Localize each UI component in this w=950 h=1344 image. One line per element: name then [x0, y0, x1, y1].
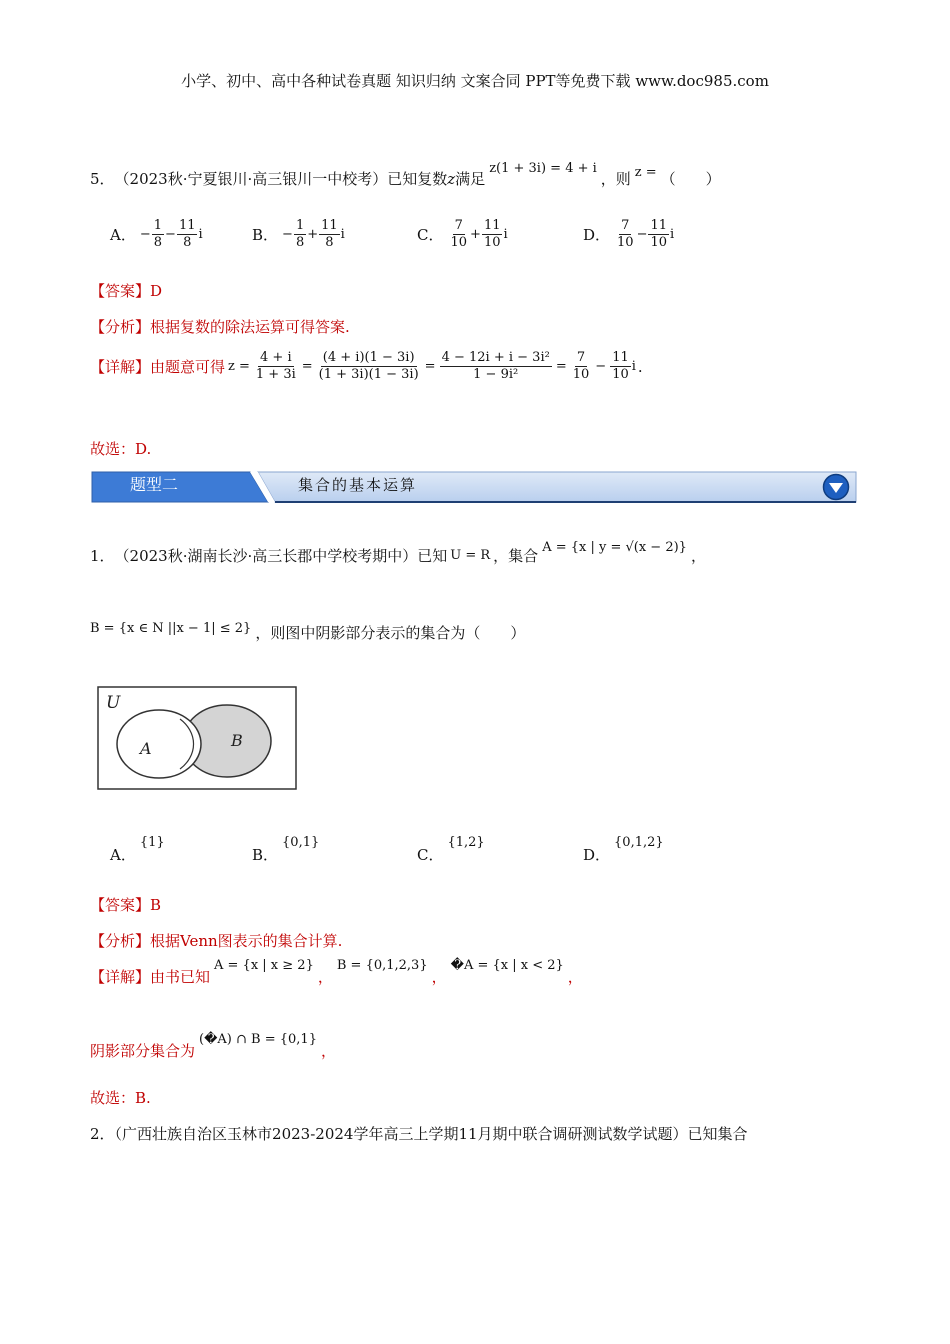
option-label: D． [583, 226, 611, 244]
option-sign: − [165, 227, 176, 242]
option-label: B． [252, 226, 279, 244]
detail-end: . [637, 357, 643, 376]
q1-detail-complement: �A = {x | x < 2} [450, 958, 564, 973]
option-value: {0,1,2} [614, 835, 664, 850]
q5-condition: z(1 + 3i) = 4 + i [489, 161, 597, 176]
q1-source: （2023秋·湖南长沙·高三长郡中学校考期中）已知 [114, 547, 448, 565]
option-fraction: $\frac{11}{8}$ [178, 218, 196, 250]
q5-detail-label: 【详解】由题意可得 [90, 358, 226, 376]
q1-comma: ， [690, 547, 706, 565]
option-fraction: $\frac{11}{8}$ [321, 218, 338, 250]
q1-shade-end: ， [320, 1042, 336, 1060]
q1-option-d[interactable] [583, 832, 664, 864]
q1-set-word: ，集合 [493, 547, 539, 565]
option-label: C． [417, 846, 444, 864]
q1-detail [90, 958, 583, 987]
q5-satisfy: 满足 [455, 170, 486, 188]
q1-detail-sep: ， [567, 968, 583, 986]
option-value: {1} [139, 835, 165, 850]
q1-u-eq: U = R [450, 548, 491, 563]
section-tag: 题型二 [130, 475, 179, 494]
option-sign: − [139, 227, 151, 242]
venn-diagram [97, 686, 297, 792]
equals-sign: = [301, 359, 313, 374]
q2-stem: 2．（广西壮族自治区玉林市2023-2024学年高三上学期11月期中联合调研测试数学试题）已知集合 [90, 1125, 748, 1143]
option-label: A． [110, 846, 136, 864]
q5-z-eq: z = [634, 165, 657, 180]
detail-fraction-5: $\frac{11}{10}$ [612, 350, 629, 382]
option-fraction: $\frac{11}{10}$ [650, 218, 668, 250]
equals-sign: = [555, 359, 567, 374]
detail-fraction-2: $\frac{(4 + i)(1 - 3i)}{(1 + 3i)(1 - 3i)}$ [318, 350, 419, 382]
option-fraction: $\frac{1}{8}$ [153, 218, 163, 250]
q5-option-b[interactable] [252, 218, 345, 251]
option-sign: − [636, 227, 648, 242]
q5-number: 5． [90, 170, 115, 188]
q1-answer: 【答案】B [90, 896, 162, 914]
q1-detail-set-b: B = {0,1,2,3} [336, 958, 428, 973]
q1-option-a[interactable] [110, 832, 165, 864]
option-unit: i [198, 227, 203, 242]
venn-label-a: A [140, 739, 152, 758]
minus-sign: − [595, 359, 607, 374]
q1-detail-label: 【详解】由书已知 [90, 968, 211, 986]
option-fraction: $\frac{11}{10}$ [483, 218, 501, 250]
venn-label-b: B [231, 731, 243, 750]
q5-source: （2023秋·宁夏银川·高三银川一中校考）已知复数 [114, 170, 448, 188]
option-fraction: $\frac{1}{8}$ [295, 218, 305, 250]
option-label: D． [583, 846, 611, 864]
q1-detail-sep: ， [317, 968, 333, 986]
q1-set-b: B = {x ∈ N ||x − 1| ≤ 2} [90, 621, 252, 636]
option-sign: + [307, 227, 319, 242]
q1-conclusion: 故选：B. [90, 1089, 151, 1107]
option-label: A． [110, 226, 136, 244]
option-value: {1,2} [447, 835, 485, 850]
q1-detail-sep: ， [431, 968, 447, 986]
option-sign: − [282, 227, 293, 242]
q5-answer: 【答案】D [90, 282, 163, 300]
option-label: B． [252, 846, 279, 864]
option-fraction: $\frac{7}{10}$ [450, 218, 468, 250]
q5-conclusion: 故选：D. [90, 440, 152, 458]
equals-sign: = [424, 359, 436, 374]
option-unit: i [670, 227, 675, 242]
q5-option-a[interactable] [110, 218, 203, 251]
detail-fraction-1: $\frac{4 + i}{1 + 3i}$ [255, 350, 296, 382]
detail-fraction-3: $\frac{\text{4 − 12i + i − 3i²}}{\text{1 − 9i²}}$ [441, 350, 550, 382]
q1-option-b[interactable] [252, 832, 320, 864]
option-fraction: $\frac{7}{10}$ [617, 218, 634, 250]
q5-then: ，则 [600, 170, 631, 188]
q5-detail [90, 350, 643, 383]
q1-shade-eq: (�A) ∩ B = {0,1} [199, 1032, 317, 1047]
q5-option-d[interactable] [583, 218, 674, 251]
option-unit: i [503, 227, 508, 242]
q1-shade [90, 1032, 336, 1061]
option-label: C． [417, 226, 444, 244]
q1-stem-line2 [90, 622, 525, 643]
section-title: 集合的基本运算 [298, 476, 418, 494]
detail-unit: i [631, 359, 636, 374]
option-value: {0,1} [282, 835, 320, 850]
page-header: 小学、初中、高中各种试卷真题 知识归纳 文案合同 PPT等免费下载 www.doc985.com [181, 72, 769, 90]
venn-set-a [117, 710, 201, 778]
detail-lhs: z = [228, 359, 250, 374]
q1-stem [90, 540, 706, 566]
q1-analysis: 【分析】根据Venn图表示的集合计算. [90, 932, 343, 950]
q1-question: ，则图中阴影部分表示的集合为（ ） [255, 624, 526, 642]
q5-analysis: 【分析】根据复数的除法运算可得答案. [90, 318, 350, 336]
q5-option-c[interactable] [417, 218, 508, 251]
q5-var: z [447, 169, 456, 188]
detail-fraction-4: $\frac{7}{10}$ [572, 350, 590, 382]
option-sign: + [470, 227, 481, 242]
section-bar-graphic [90, 470, 858, 504]
q1-set-a: A = {x | y = √(x − 2)} [542, 540, 687, 555]
q5-paren: （ ） [660, 170, 721, 188]
chevron-down-icon[interactable] [822, 473, 850, 501]
q1-shade-label: 阴影部分集合为 [90, 1042, 196, 1060]
section-header-bar [90, 470, 858, 504]
venn-label-u: U [106, 693, 121, 713]
q1-detail-set-a: A = {x | x ≥ 2} [214, 958, 314, 973]
q5-stem [90, 161, 721, 189]
q1-number: 1． [90, 547, 115, 565]
option-unit: i [340, 227, 345, 242]
q1-option-c[interactable] [417, 832, 485, 864]
